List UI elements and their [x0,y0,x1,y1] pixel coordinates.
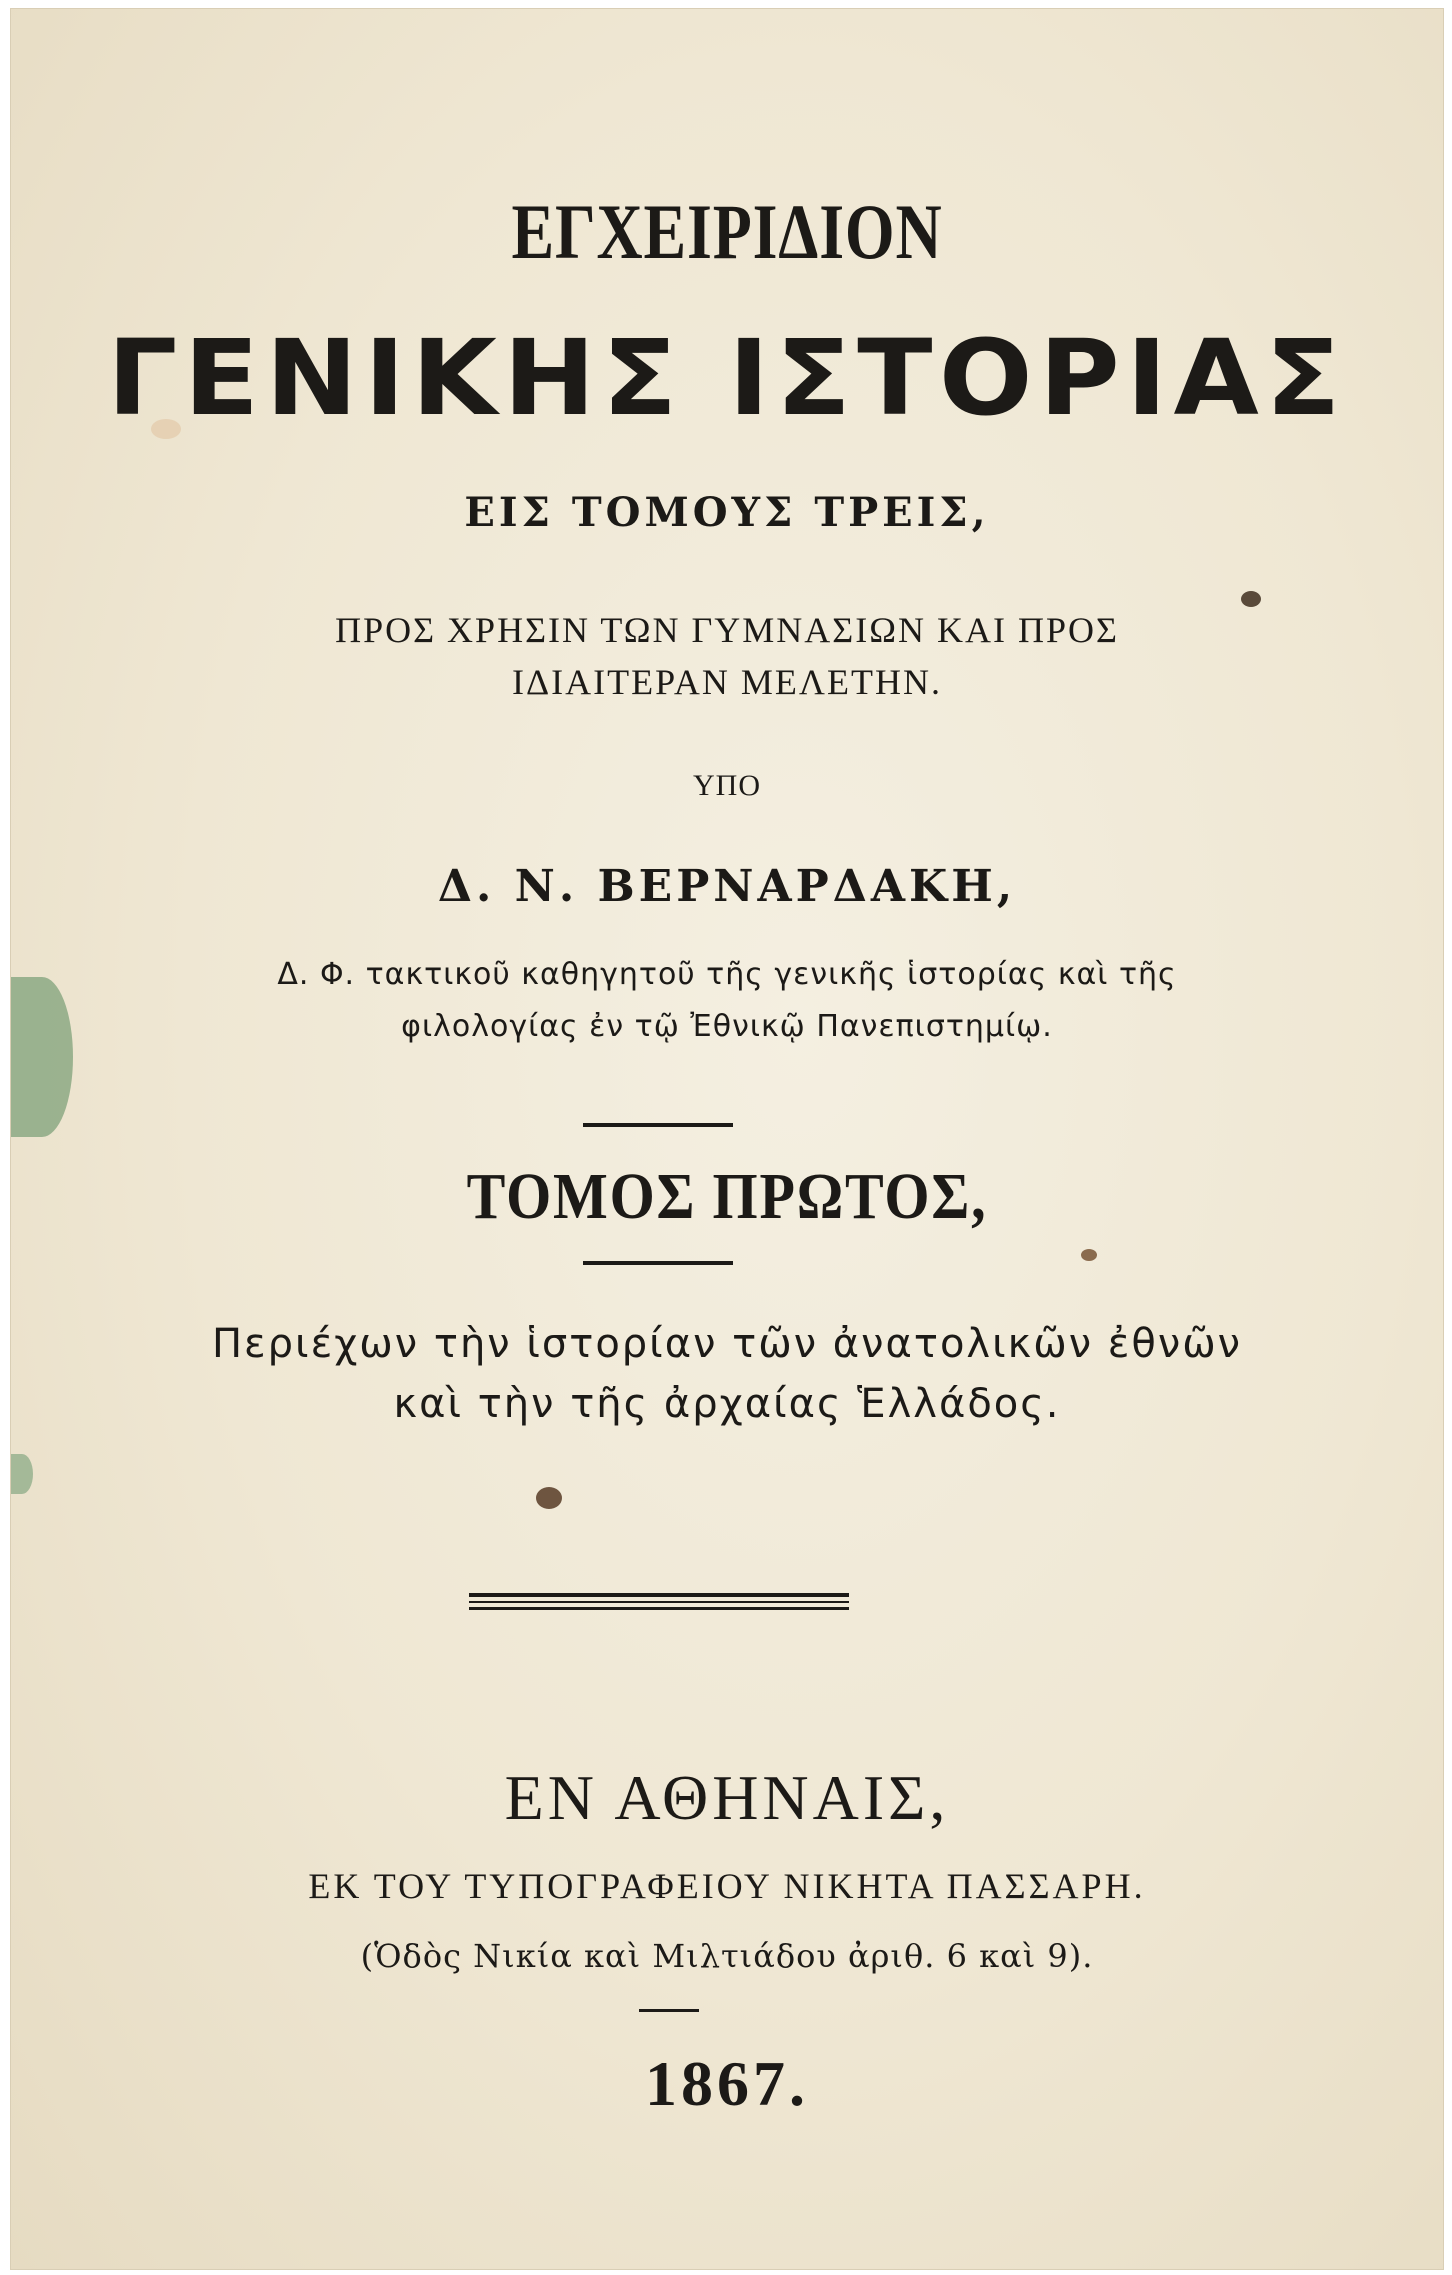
green-stain-small [11,1454,33,1494]
triple-rule [469,1593,849,1597]
purpose-line-2: ΙΔΙΑΙΤΕΡΑΝ ΜΕΛΕΤΗΝ. [512,662,942,702]
triple-rule [469,1607,849,1610]
by-label: ΥΠΟ [693,769,761,802]
divider-rule [583,1123,733,1127]
title-page [10,8,1444,2270]
contents-line-1: Περιέχων τὴν ἱστορίαν τῶν ἀνατολικῶν ἐθνῶν [211,1321,1243,1367]
foxing-spot [1081,1249,1097,1261]
triple-rule [469,1601,849,1603]
contents-line-2: καὶ τὴν τῆς ἀρχαίας Ἑλλάδος. [393,1381,1061,1427]
publication-place: ΕΝ ΑΘΗΝΑΙΣ, [504,1762,950,1833]
ink-spot [1241,591,1261,607]
volume-number: ΤΟΜΟΣ ΠΡΩΤΟΣ, [466,1160,988,1233]
printer: ΕΚ ΤΟΥ ΤΥΠΟΓΡΑΦΕΙΟΥ ΝΙΚΗΤΑ ΠΑΣΣΑΡΗ. [308,1866,1146,1906]
title-line-1: ΕΓΧΕΙΡΙΔΙΟΝ [511,188,943,275]
title-line-2: ΓΕΝΙΚΗΣ ΙΣΤΟΡΙΑΣ [107,317,1347,439]
publication-year: 1867. [645,2048,809,2119]
green-stain [11,977,73,1137]
divider-rule [583,1261,733,1265]
author-title-line-1: Δ. Φ. τακτικοῦ καθηγητοῦ τῆς γενικῆς ἱστορίας καὶ τῆς [277,957,1177,992]
printer-address: (Ὁδὸς Νικία καὶ Μιλτιάδου ἀριθ. 6 καὶ 9). [360,1937,1094,1975]
ink-spot [536,1487,562,1509]
author-name: Δ. Ν. ΒΕΡΝΑΡΔΑΚΗ, [437,861,1017,912]
volumes-statement: ΕΙΣ ΤΟΜΟΥΣ ΤΡΕΙΣ, [464,489,990,536]
author-title-line-2: φιλολογίας ἐν τῷ Ἐθνικῷ Πανεπιστημίῳ. [401,1009,1053,1044]
divider-rule [639,2009,699,2012]
purpose-line-1: ΠΡΟΣ ΧΡΗΣΙΝ ΤΩΝ ΓΥΜΝΑΣΙΩΝ ΚΑΙ ΠΡΟΣ [335,610,1119,650]
